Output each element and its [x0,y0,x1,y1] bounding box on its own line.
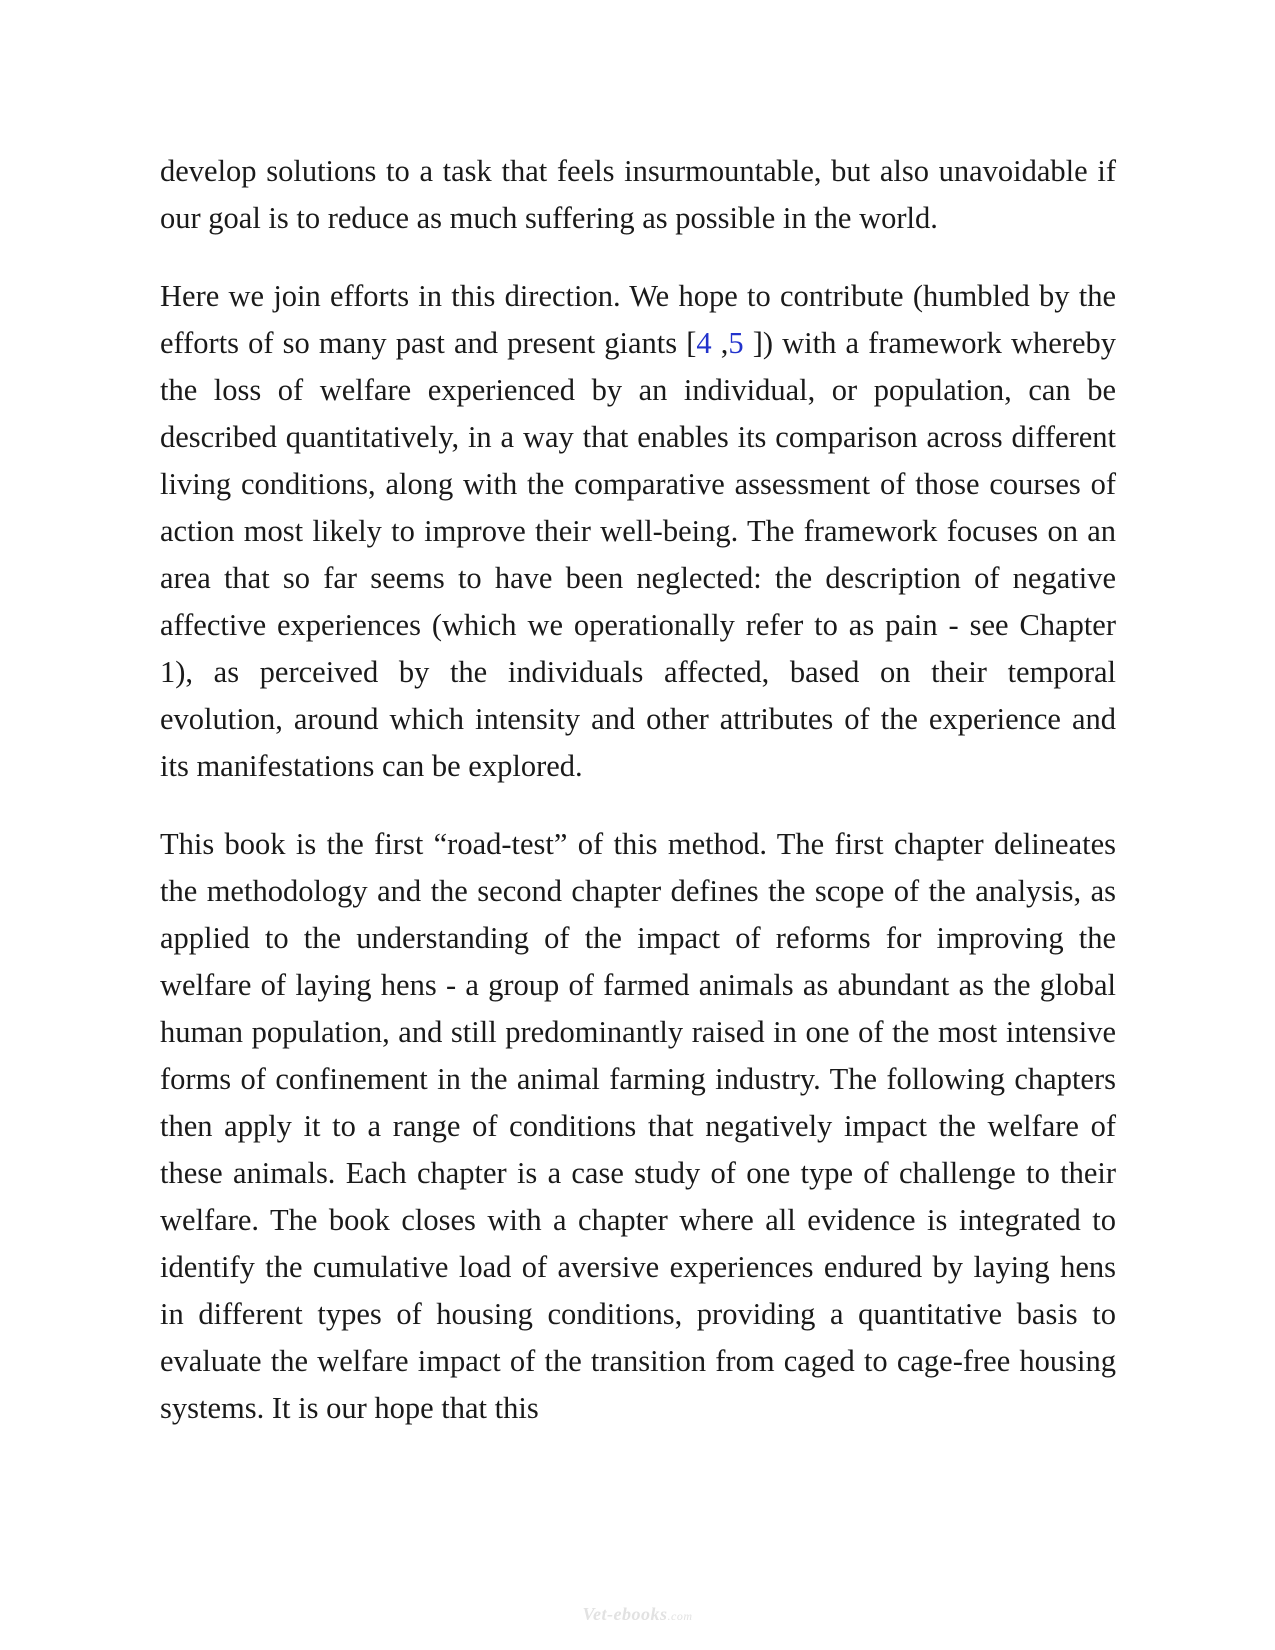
citation-link-5[interactable]: 5 [728,326,744,360]
citation-link-4[interactable]: 4 [696,326,712,360]
page-body [160,148,1116,1463]
paragraph-3: This book is the first “road-test” of this method. The first chapter delineates the methodology and the second chapter defines the scope of the analysis, as applied to the understanding of the impact of reforms for improving the welfare of laying hens - a group of farmed animals as abundant as the global human population, and still predominantly raised in one of the most intensive forms of confinement in the animal farming industry. The following chapters then apply it to a range of conditions that negatively impact the welfare of these animals. Each chapter is a case study of one type of challenge to their welfare. The book closes with a chapter where all evidence is integrated to identify the cumulative load of aversive experiences endured by laying hens in different types of housing conditions, providing a quantitative basis to evaluate the welfare impact of the transition from caged to cage-free housing systems. It is our hope that this [160,827,1116,1425]
paragraph-1: develop solutions to a task that feels insurmountable, but also unavoidable if our goal is to reduce as much suffering as possible in the world. [160,154,1116,235]
paragraph-2-text-end: ]) with a framework whereby the loss of welfare experienced by an individual, or population, can be described quantitatively, in a way that enables its comparison across different living conditions, along with the comparative assessment of those courses of action most likely to improve their well-being. The framework focuses on an area that so far seems to have been neglected: the description of negative affective experiences (which we operationally refer to as pain - see Chapter 1), as perceived by the individuals affected, based on their temporal evolution, around which intensity and other attributes of the experience and its manifestations can be explored. [160,326,1116,783]
paragraph-2 [160,273,1116,790]
citation-separator: , [711,326,729,360]
watermark [0,1604,1275,1625]
watermark-main: Vet-ebooks [582,1604,668,1624]
paragraph-2-text-start: Here we join efforts in this direction. We hope to contribute (humbled by the efforts of so many past and present giants [ [160,279,1116,360]
watermark-suffix: .com [667,1609,693,1623]
